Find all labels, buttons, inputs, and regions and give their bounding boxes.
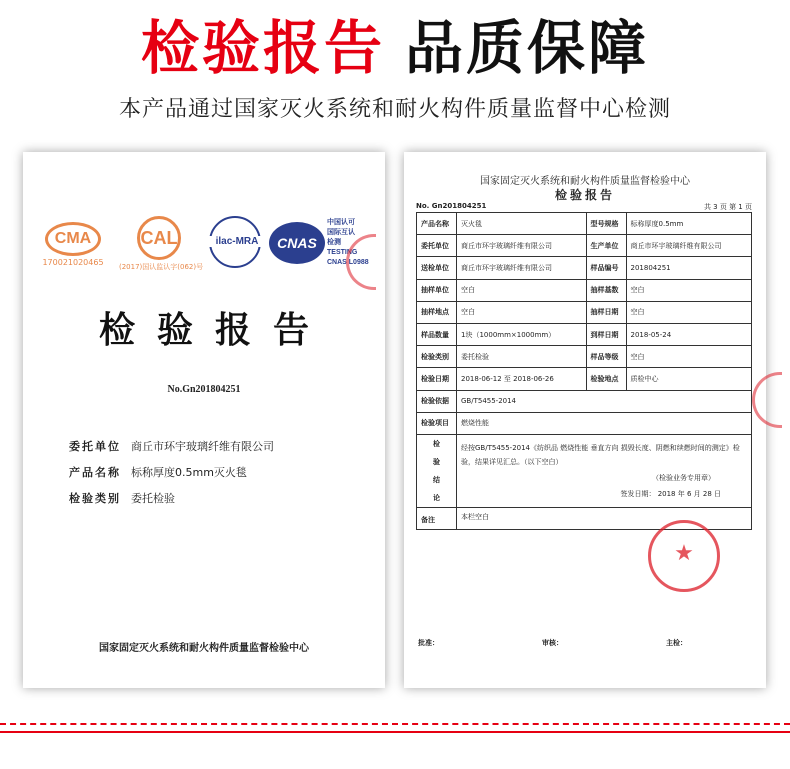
- cell-label: 抽样单位: [417, 279, 457, 301]
- field-label: 委托单位: [69, 440, 121, 453]
- cell-label: 检验类别: [417, 346, 457, 368]
- cell-label: 检验依据: [417, 390, 457, 412]
- certification-logos: [23, 212, 385, 276]
- globe-icon: [209, 216, 261, 268]
- conclusion-seal-text: （检验业务专用章）: [652, 473, 715, 482]
- cnas-text-line: 中国认可: [327, 219, 355, 226]
- cell-value: 1块（1000mm×1000mm）: [457, 323, 587, 345]
- cell-value: 空白: [457, 301, 587, 323]
- cell-value: 201804251: [626, 257, 751, 279]
- field-value: 标称厚度0.5mm灭火毯: [131, 466, 247, 479]
- form-title: 检验报告: [554, 188, 615, 202]
- sign-main-label: 主检：: [666, 639, 687, 647]
- cell-value: 质检中心: [626, 368, 751, 390]
- field-label: 检验类别: [69, 492, 121, 505]
- table-row: [417, 213, 752, 235]
- subline: 本产品通过国家灭火系统和耐火构件质量监督中心检测: [118, 97, 671, 122]
- form-page: 共 3 页 第 1 页: [703, 203, 752, 211]
- cell-label: 委托单位: [417, 235, 457, 257]
- cell-label: 抽样地点: [417, 301, 457, 323]
- cell-value: 空白: [457, 279, 587, 301]
- cell-value: 灭火毯: [457, 213, 587, 235]
- ilac-mra-logo: [209, 216, 265, 270]
- report-form: [404, 152, 766, 688]
- cell-label: 抽样日期: [586, 301, 626, 323]
- cell-label: 型号规格: [586, 213, 626, 235]
- cnas-mark: CNAS: [269, 222, 325, 264]
- field-value: 商丘市环宇玻璃纤维有限公司: [131, 440, 274, 453]
- cell-value: 委托检验: [457, 346, 587, 368]
- cell-label: 检验日期: [417, 368, 457, 390]
- table-row: [417, 279, 752, 301]
- cell-label: 到样日期: [586, 323, 626, 345]
- headline: [0, 6, 790, 90]
- divider: [0, 731, 790, 733]
- table-row: [417, 235, 752, 257]
- report-cover: [23, 152, 385, 688]
- cma-logo: [33, 222, 113, 267]
- sign-review-label: 审核：: [542, 639, 563, 647]
- cell-label: 样品编号: [586, 257, 626, 279]
- cal-mark: CAL: [137, 216, 181, 260]
- table-row: [417, 390, 752, 412]
- inspection-seal: [648, 520, 720, 592]
- cell-value: 商丘市环宇玻璃纤维有限公司: [457, 257, 587, 279]
- cell-label: 样品等级: [586, 346, 626, 368]
- ilac-text: ilac-MRA: [209, 236, 265, 247]
- cell-label: 检验地点: [586, 368, 626, 390]
- table-row: [417, 301, 752, 323]
- table-row: [417, 368, 752, 390]
- cell-label: 抽样基数: [586, 279, 626, 301]
- cell-label: 备注: [417, 507, 457, 529]
- cover-title: 检验报告: [98, 310, 331, 351]
- headline-black: 品质保障: [405, 14, 650, 82]
- form-number: No. Gn201804251: [416, 202, 487, 210]
- cell-value: GB/T5455-2014: [457, 390, 752, 412]
- cover-field-row: [69, 460, 274, 486]
- cal-logo: [119, 216, 204, 276]
- cell-value: 空白: [626, 301, 751, 323]
- field-value: 委托检验: [131, 492, 175, 505]
- sign-approve-label: 批准：: [418, 639, 439, 647]
- cover-footer: 国家固定灭火系统和耐火构件质量监督检验中心: [99, 643, 309, 654]
- conclusion-cell: [457, 434, 752, 507]
- form-table: [416, 212, 752, 530]
- cell-value: 2018-05-24: [626, 323, 751, 345]
- conclusion-label-text: 检 验 结 论: [433, 439, 440, 502]
- cell-label: 检验项目: [417, 412, 457, 434]
- divider: [0, 723, 790, 725]
- cell-value: 空白: [626, 279, 751, 301]
- conclusion-date: 签发日期： 2018 年 6 月 28 日: [620, 489, 721, 498]
- cell-value: 燃烧性能: [457, 412, 752, 434]
- headline-red: 检验报告: [140, 14, 385, 82]
- cnas-text-line: TESTING: [327, 249, 358, 256]
- cell-value: 空白: [626, 346, 751, 368]
- conclusion-text: 经按GB/T5455-2014《纺织品 燃烧性能 垂直方向 损毁长度、阴燃和续燃时间的测定》检验，结果详见汇总。（以下空白）: [461, 443, 740, 466]
- cover-field-row: [69, 486, 274, 512]
- form-org: 国家固定灭火系统和耐火构件质量监督检验中心: [480, 176, 690, 187]
- report-number: No.Gn201804251: [167, 384, 241, 395]
- table-row: [417, 346, 752, 368]
- cell-value: 商丘市环宇玻璃纤维有限公司: [457, 235, 587, 257]
- cnas-text-line: CNAS L0988: [327, 259, 369, 266]
- cell-value: 商丘市环宇玻璃纤维有限公司: [626, 235, 751, 257]
- cell-label: 送检单位: [417, 257, 457, 279]
- table-row: [417, 434, 752, 507]
- table-row: [417, 412, 752, 434]
- cell-label: 样品数量: [417, 323, 457, 345]
- cnas-text-line: 国际互认: [327, 229, 355, 236]
- cell-value: 标称厚度0.5mm: [626, 213, 751, 235]
- cnas-text-line: 检测: [327, 239, 341, 246]
- cover-fields: [69, 434, 274, 512]
- cma-mark: CMA: [45, 222, 101, 256]
- conclusion-label: [417, 434, 457, 507]
- table-row: [417, 323, 752, 345]
- cell-label: 生产单位: [586, 235, 626, 257]
- cell-value: 本栏空白: [457, 507, 752, 529]
- field-label: 产品名称: [69, 466, 121, 479]
- cell-value: 2018-06-12 至 2018-06-26: [457, 368, 587, 390]
- cover-field-row: [69, 434, 274, 460]
- cell-label: 产品名称: [417, 213, 457, 235]
- cal-code: (2017)国认监认字(062)号: [119, 263, 204, 271]
- cma-code: 170021020465: [42, 258, 104, 267]
- table-row: [417, 257, 752, 279]
